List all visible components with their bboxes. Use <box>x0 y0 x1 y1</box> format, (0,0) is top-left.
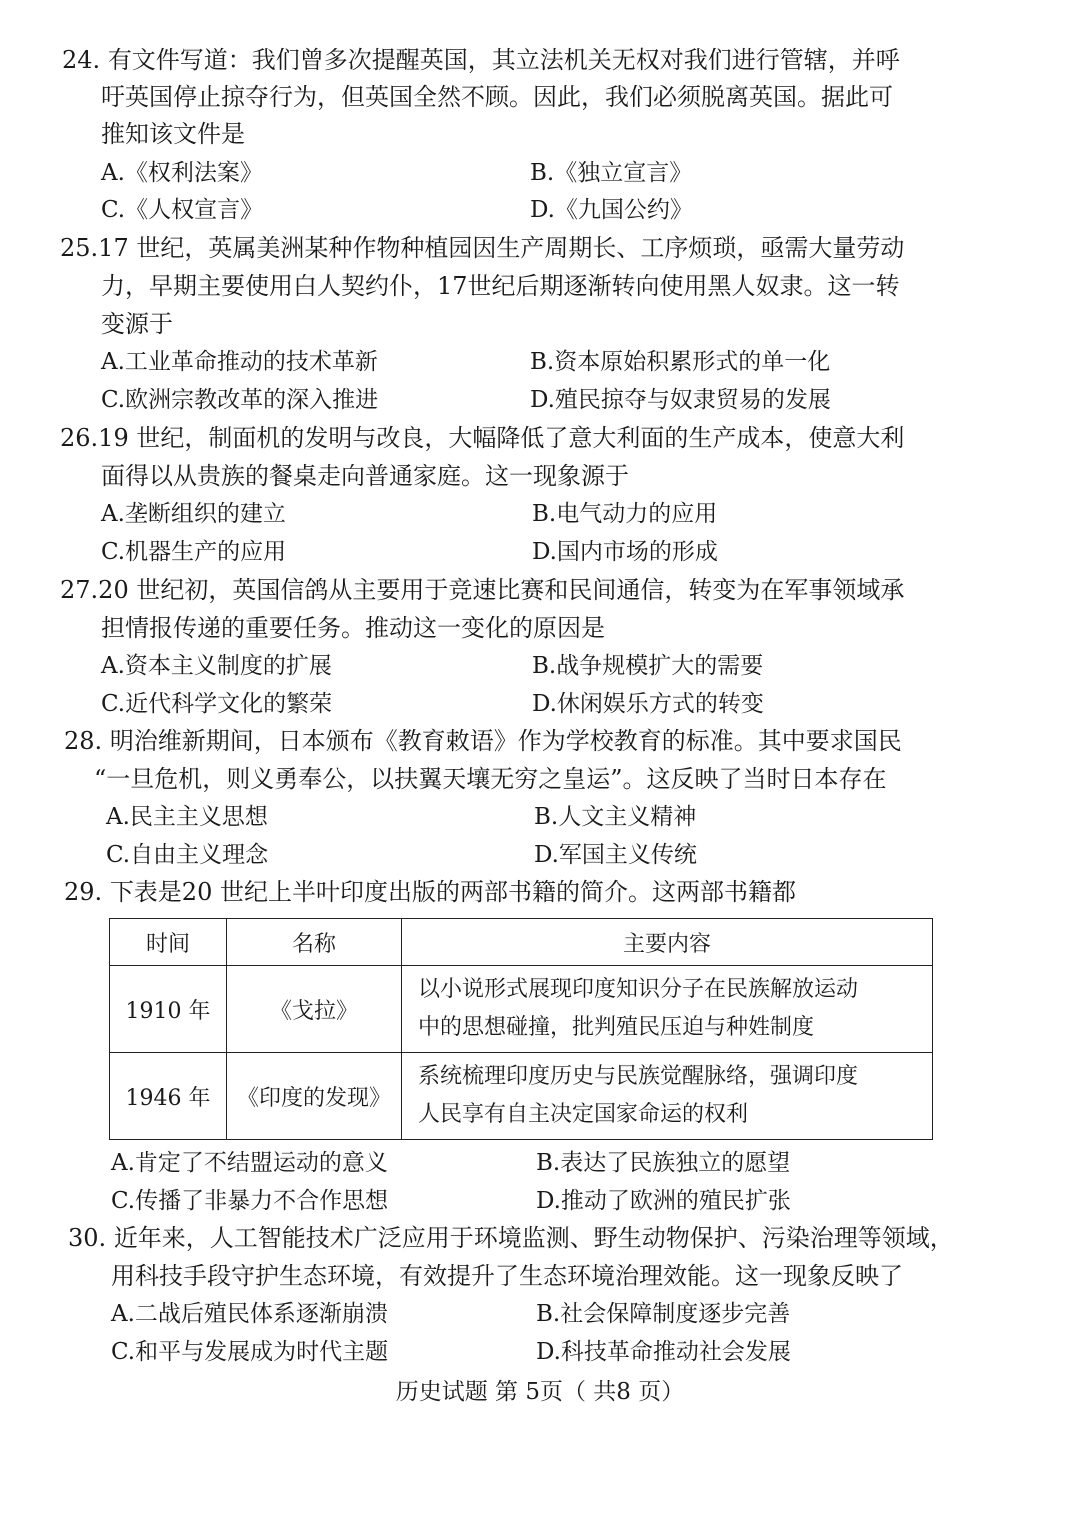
question-text: 明治维新期间，日本颁布《教育敕语》作为学校教育的标准。其中要求国民 <box>109 727 902 755</box>
question-number: 25. <box>60 234 99 262</box>
table-cell-time: 1910 年 <box>110 966 227 1053</box>
table-cell-time: 1946 年 <box>110 1053 227 1140</box>
question-number: 26. <box>60 424 99 452</box>
question-number: 30. <box>68 1224 107 1252</box>
question-text: 19 世纪，制面机的发明与改良，大幅降低了意大利面的生产成本，使意大利 <box>98 424 905 452</box>
option-30-d[interactable]: D.科技革命推动社会发展 <box>536 1339 791 1365</box>
option-25-d[interactable]: D.殖民掠夺与奴隶贸易的发展 <box>530 387 831 413</box>
question-27-line-1 <box>60 572 904 608</box>
option-29-b[interactable]: B.表达了民族独立的愿望 <box>536 1150 791 1176</box>
question-24-line-2: 吁英国停止掠夺行为，但英国全然不顾。因此，我们必须脱离英国。据此可 <box>101 83 893 111</box>
question-24-line-1 <box>62 42 900 78</box>
table-row <box>110 1053 933 1140</box>
table-cell-content <box>402 1053 933 1140</box>
option-27-b[interactable]: B.战争规模扩大的需要 <box>532 653 764 679</box>
option-26-c[interactable]: C.机器生产的应用 <box>101 539 287 565</box>
table-cell-content <box>402 966 933 1053</box>
option-30-b[interactable]: B.社会保障制度逐步完善 <box>536 1301 791 1327</box>
question-29-line-1 <box>64 874 796 910</box>
option-28-d[interactable]: D.军国主义传统 <box>534 842 697 868</box>
option-29-c[interactable]: C.传播了非暴力不合作思想 <box>111 1188 389 1214</box>
option-24-a[interactable]: A.《权利法案》 <box>101 160 263 186</box>
option-25-a[interactable]: A.工业革命推动的技术革新 <box>101 349 378 375</box>
question-text: 近年来，人工智能技术广泛应用于环境监测、野生动物保护、污染治理等领域， <box>113 1224 954 1252</box>
question-text: 下表是20 世纪上半叶印度出版的两部书籍的简介。这两部书籍都 <box>109 878 796 906</box>
option-26-a[interactable]: A.垄断组织的建立 <box>101 501 286 527</box>
table-header-row <box>110 919 933 966</box>
question-24-line-3: 推知该文件是 <box>101 120 245 148</box>
page-footer: 历史试题 第 5页（ 共8 页） <box>395 1379 685 1405</box>
option-29-d[interactable]: D.推动了欧洲的殖民扩张 <box>536 1188 791 1214</box>
question-26-line-2: 面得以从贵族的餐桌走向普通家庭。这一现象源于 <box>101 462 629 490</box>
table-header-content: 主要内容 <box>402 919 933 966</box>
question-text: 20 世纪初，英国信鸽从主要用于竞速比赛和民间通信，转变为在军事领域承 <box>98 576 905 604</box>
option-28-b[interactable]: B.人文主义精神 <box>534 804 697 830</box>
question-number: 29. <box>64 878 103 906</box>
table-cell-name: 《印度的发现》 <box>227 1053 402 1140</box>
content-line: 中的思想碰撞，批判殖民压迫与种姓制度 <box>418 1015 815 1040</box>
question-27-line-2: 担情报传递的重要任务。推动这一变化的原因是 <box>101 614 605 642</box>
table-header-time: 时间 <box>110 919 227 966</box>
option-27-d[interactable]: D.休闲娱乐方式的转变 <box>532 691 764 717</box>
question-text: 17 世纪，英属美洲某种作物种植园因生产周期长、工序烦琐，亟需大量劳动 <box>98 234 905 262</box>
option-24-d[interactable]: D.《九国公约》 <box>530 197 693 223</box>
question-number: 24. <box>62 46 101 74</box>
option-27-c[interactable]: C.近代科学文化的繁荣 <box>101 691 333 717</box>
question-25-line-2: 力，早期主要使用白人契约仆，17世纪后期逐渐转向使用黑人奴隶。这一转 <box>101 272 900 300</box>
question-30-line-1 <box>68 1220 954 1256</box>
content-line: 以小说形式展现印度知识分子在民族解放运动 <box>418 977 859 1002</box>
option-30-a[interactable]: A.二战后殖民体系逐渐崩溃 <box>111 1301 388 1327</box>
question-25-line-1 <box>60 230 904 266</box>
question-25-line-3: 变源于 <box>101 310 173 338</box>
option-25-c[interactable]: C.欧洲宗教改革的深入推进 <box>101 387 379 413</box>
option-28-a[interactable]: A.民主主义思想 <box>106 804 268 830</box>
question-number: 27. <box>60 576 99 604</box>
option-24-b[interactable]: B.《独立宣言》 <box>530 160 693 186</box>
question-number: 28. <box>64 727 103 755</box>
table-row <box>110 966 933 1053</box>
books-table <box>109 918 933 1140</box>
table-header-name: 名称 <box>227 919 402 966</box>
option-26-b[interactable]: B.电气动力的应用 <box>532 501 718 527</box>
content-line: 人民享有自主决定国家命运的权利 <box>418 1102 749 1127</box>
question-30-line-2: 用科技手段守护生态环境，有效提升了生态环境治理效能。这一现象反映了 <box>111 1262 903 1290</box>
option-25-b[interactable]: B.资本原始积累形式的单一化 <box>530 349 831 375</box>
option-30-c[interactable]: C.和平与发展成为时代主题 <box>111 1339 389 1365</box>
question-28-line-1 <box>64 723 902 759</box>
option-29-a[interactable]: A.肯定了不结盟运动的意义 <box>111 1150 388 1176</box>
option-28-c[interactable]: C.自由主义理念 <box>106 842 269 868</box>
question-text: 有文件写道：我们曾多次提醒英国，其立法机关无权对我们进行管辖，并呼 <box>107 46 900 74</box>
option-27-a[interactable]: A.资本主义制度的扩展 <box>101 653 332 679</box>
question-28-line-2: “一旦危机，则义勇奉公，以扶翼天壤无穷之皇运”。这反映了当时日本存在 <box>94 765 887 793</box>
content-line: 系统梳理印度历史与民族觉醒脉络，强调印度 <box>418 1064 859 1089</box>
table-cell-name: 《戈拉》 <box>227 966 402 1053</box>
question-26-line-1 <box>60 420 904 456</box>
option-24-c[interactable]: C.《人权宣言》 <box>101 197 264 223</box>
option-26-d[interactable]: D.国内市场的形成 <box>532 539 718 565</box>
